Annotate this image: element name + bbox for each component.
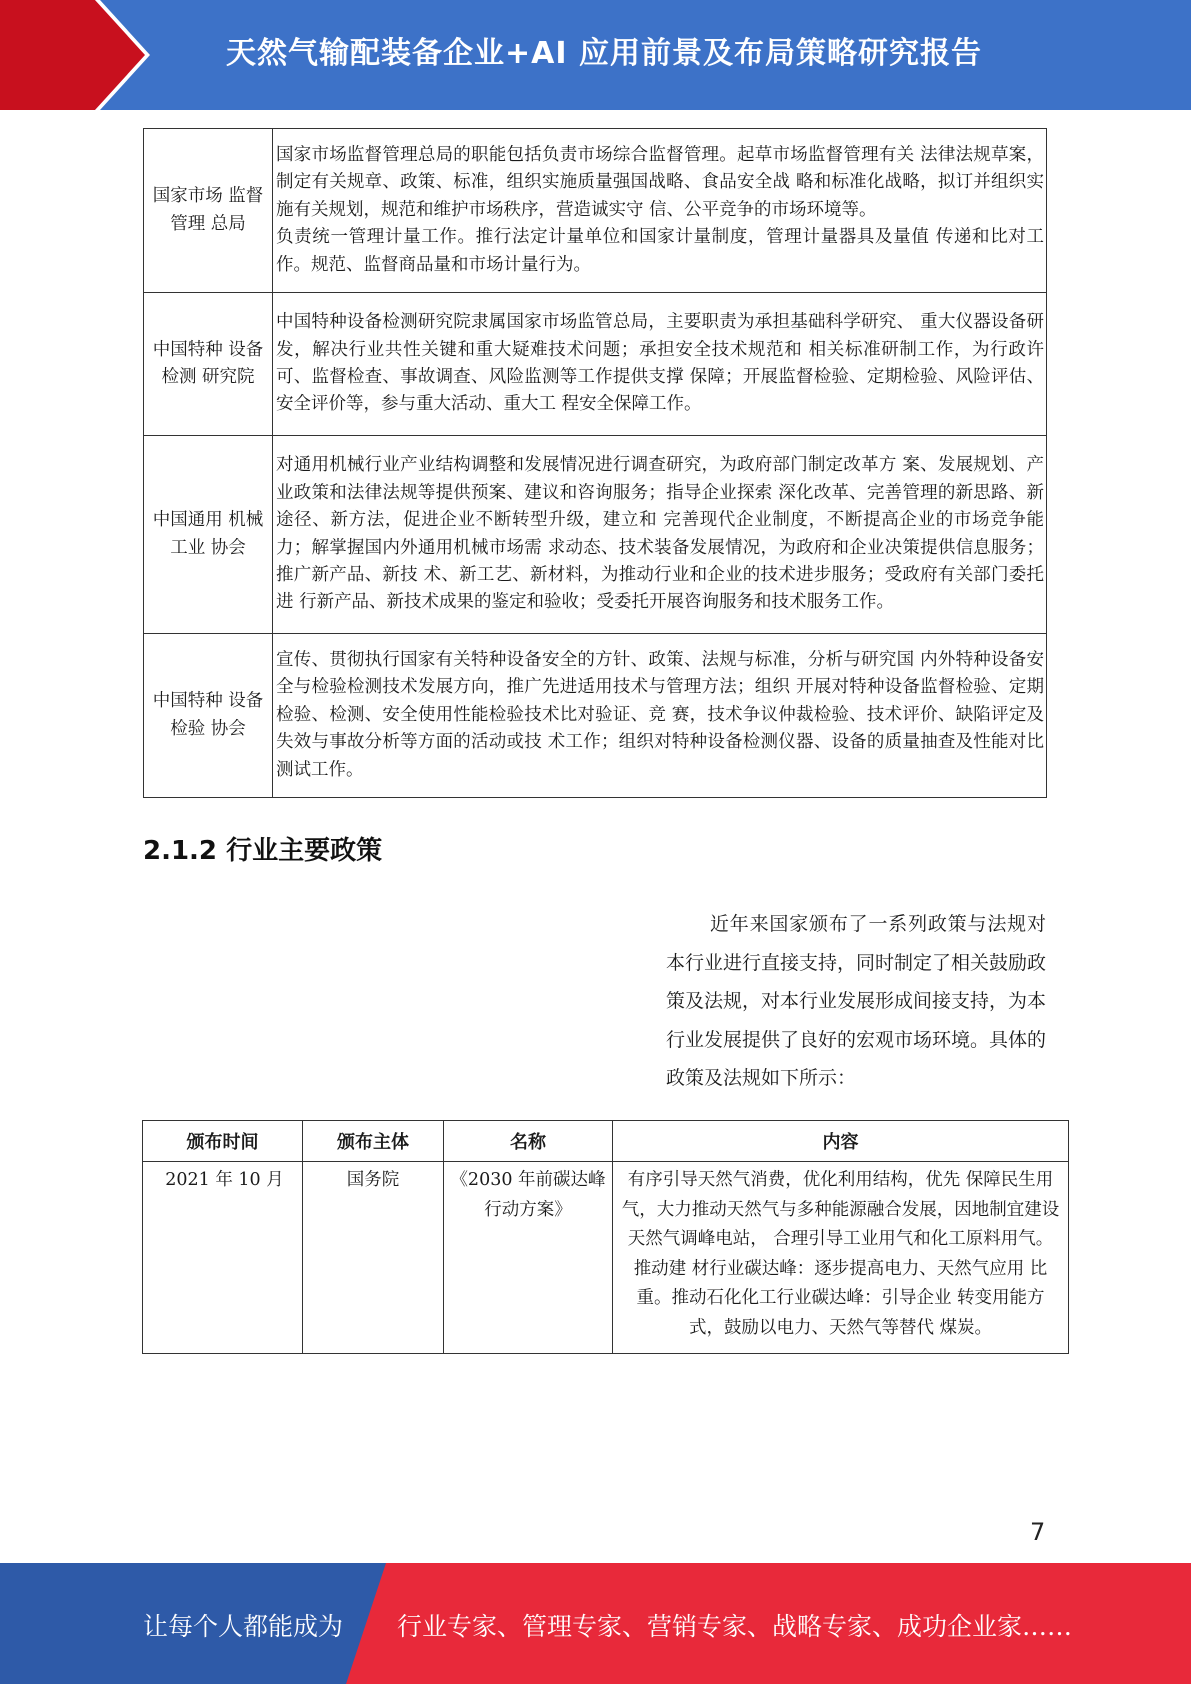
table-row — [144, 129, 1047, 293]
table-row — [143, 1162, 1069, 1354]
page-number: 7 — [1030, 1518, 1046, 1546]
footer-slogan-left: 让每个人都能成为 — [143, 1612, 344, 1641]
description-paragraph: 负责统一管理计量工作。推行法定计量单位和国家计量制度，管理计量器具及量值 传递和比对工作。规范、监督商品量和市场计量行为。 — [276, 227, 1044, 275]
org-name: 中国特种 设备检测 研究院 — [144, 293, 273, 436]
regulatory-bodies-table — [143, 128, 1047, 798]
column-header: 名称 — [444, 1121, 613, 1162]
org-name: 中国通用 机械工业 协会 — [144, 436, 273, 634]
policy-content: 有序引导天然气消费，优化利用结构，优先 保障民生用气，大力推动天然气与多种能源融合发展，因地制宜建设天然气调峰电站， 合理引导工业用气和化工原料用气。推动建 材行业碳达峰：逐步提高电力、天然气应用 比重。推动石化化工行业碳达峰：引导企业 转变用能方式，鼓励以电力、天然气等替代 煤炭。 — [613, 1162, 1069, 1354]
report-header — [0, 0, 1191, 110]
table-header-row — [143, 1121, 1069, 1162]
org-description — [273, 436, 1047, 634]
report-title: 天然气输配装备企业+AI 应用前景及布局策略研究报告 — [226, 36, 982, 71]
policy-date: 2021 年 10 月 — [143, 1162, 303, 1354]
section-heading: 2.1.2 行业主要政策 — [143, 836, 383, 866]
footer-slogan-right: 行业专家、管理专家、营销专家、战略专家、成功企业家…… — [397, 1612, 1073, 1641]
intro-paragraph: 近年来国家颁布了一系列政策与法规对本行业进行直接支持，同时制定了相关鼓励政策及法规，对本行业发展形成间接支持，为本行业发展提供了良好的宏观市场环境。具体的政策及法规如下所示： — [666, 913, 1047, 1089]
description-paragraph: 国家市场监督管理总局的职能包括负责市场综合监督管理。起草市场监督管理有关 法律法规草案，制定有关规章、政策、标准，组织实施质量强国战略、食品安全战 略和标准化战略，拟订并组织实施有关规划，规范和维护市场秩序，营造诚实守 信、公平竞争的市场环境等。 — [276, 144, 1044, 220]
column-header: 颁布主体 — [303, 1121, 444, 1162]
org-description — [273, 634, 1047, 798]
org-description — [273, 129, 1047, 293]
column-header: 颁布时间 — [143, 1121, 303, 1162]
policy-table — [142, 1120, 1069, 1354]
red-chevron-shape — [0, 0, 150, 110]
table-row — [144, 293, 1047, 436]
description-paragraph: 中国特种设备检测研究院隶属国家市场监管总局，主要职责为承担基础科学研究、 重大仪器设备研发，解决行业共性关键和重大疑难技术问题；承担安全技术规范和 相关标准研制工作，为行政许可、监督检查、事故调查、风险监测等工作提供支撑 保障；开展监督检验、定期检验、风险评估、安全评价等，参与重大活动、重大工 程安全保障工作。 — [276, 312, 1044, 415]
org-name: 中国特种 设备检验 协会 — [144, 634, 273, 798]
report-footer — [0, 1563, 1191, 1684]
table-row — [144, 634, 1047, 798]
org-description — [273, 293, 1047, 436]
policy-name: 《2030 年前碳达峰行动方案》 — [444, 1162, 613, 1354]
table-row — [144, 436, 1047, 634]
org-name: 国家市场 监督管理 总局 — [144, 129, 273, 293]
description-paragraph: 对通用机械行业产业结构调整和发展情况进行调查研究，为政府部门制定改革方 案、发展规划、产业政策和法律法规等提供预案、建议和咨询服务；指导企业探索 深化改革、完善管理的新思路、新途径、新方法，促进企业不断转型升级，建立和 完善现代企业制度，不断提高企业的市场竞争能力；解掌握国内外通用机械市场需 求动态、技术装备发展情况，为政府和企业决策提供信息服务；推广新产品、新技 术、新工艺、新材料，为推动行业和企业的技术进步服务；受政府有关部门委托进 行新产品、新技术成果的鉴定和验收；受委托开展咨询服务和技术服务工作。 — [276, 455, 1044, 613]
policy-issuer: 国务院 — [303, 1162, 444, 1354]
column-header: 内容 — [613, 1121, 1069, 1162]
description-paragraph: 宣传、贯彻执行国家有关特种设备安全的方针、政策、法规与标准，分析与研究国 内外特种设备安全与检验检测技术发展方向，推广先进适用技术与管理方法；组织 开展对特种设备监督检验、定期检验、检测、安全使用性能检验技术比对验证、竞 赛，技术争议仲裁检验、技术评价、缺陷评定及失效与事故分析等方面的活动或技 术工作；组织对特种设备检测仪器、设备的质量抽查及性能对比测试工作。 — [276, 649, 1044, 780]
